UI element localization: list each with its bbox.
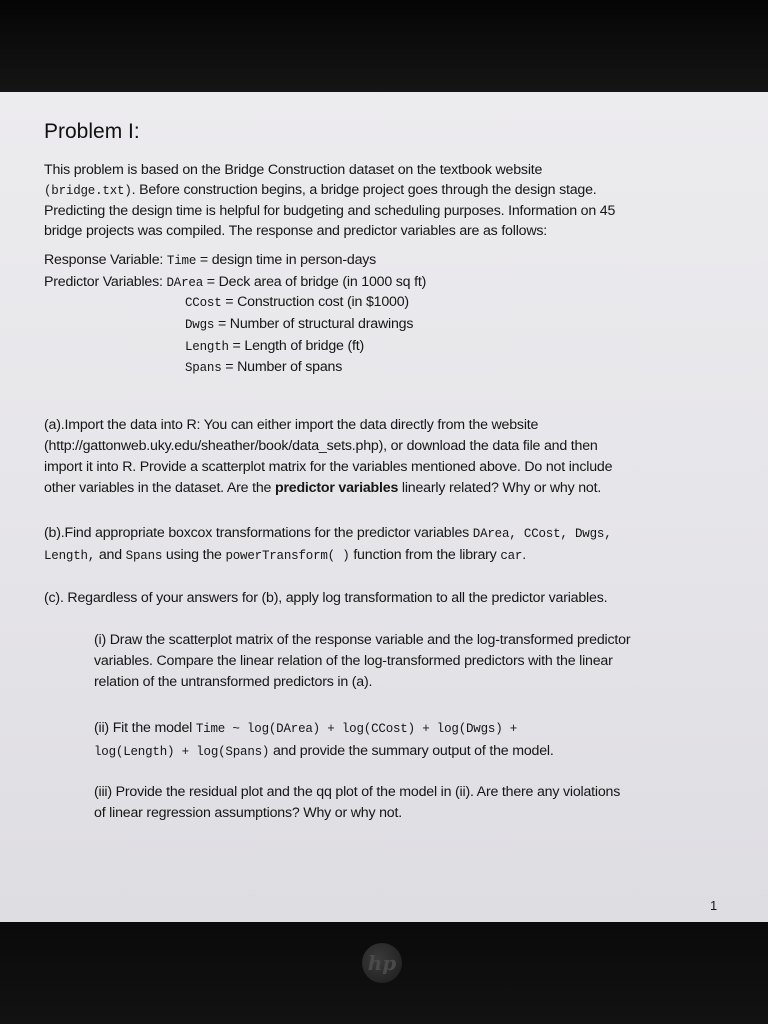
part-c-iii-line-2: of linear regression assumptions? Why or why not. — [94, 805, 402, 821]
intro-dataset-file: (bridge.txt) — [44, 184, 132, 198]
part-b-code: car — [500, 549, 523, 563]
response-variable-code: Time — [166, 254, 197, 268]
predictor-row — [185, 359, 342, 375]
part-b-code: DArea, CCost, Dwgs, — [472, 527, 612, 541]
predictor-desc: = Deck area of bridge (in 1000 sq ft) — [203, 274, 427, 290]
predictor-desc: = Length of bridge (ft) — [228, 338, 365, 354]
monitor-bezel-top — [0, 0, 768, 92]
predictor-variables-label: Predictor Variables: — [44, 274, 163, 290]
hp-logo-text: hp — [367, 951, 397, 975]
response-variable-line — [44, 250, 724, 271]
part-a-text: other variables in the dataset. Are the — [44, 480, 275, 496]
response-variable-label: Response Variable: — [44, 252, 164, 268]
part-c-ii-line-1 — [94, 717, 724, 740]
intro-line-2 — [44, 180, 724, 201]
part-c-iii — [94, 782, 724, 824]
part-b-text: and — [95, 547, 126, 563]
part-c-i-line-2: variables. Compare the linear relation of the log-transformed predictors with the linear — [94, 653, 613, 669]
predictor-desc: = Construction cost (in $1000) — [221, 294, 409, 310]
part-b-text: . — [522, 547, 526, 563]
part-a-line-3: import it into R. Provide a scatterplot matrix for the variables mentioned above. Do not include — [44, 459, 613, 475]
predictor-code: CCost — [185, 296, 222, 310]
predictor-code: Spans — [185, 361, 222, 375]
intro-line-4: bridge projects was compiled. The response and predictor variables are as follows: — [44, 223, 548, 239]
part-c-ii-line-2 — [94, 740, 724, 763]
intro-line-3: Predicting the design time is helpful for budgeting and scheduling purposes. Information on 45 — [44, 203, 616, 219]
part-b-code: Length, — [44, 549, 96, 563]
predictor-desc: = Number of spans — [221, 359, 343, 375]
predictor-row — [185, 294, 409, 310]
part-c-ii — [94, 717, 724, 763]
predictor-row — [185, 338, 364, 354]
part-c-ii-text: (ii) Fit the model — [94, 720, 196, 736]
part-c: (c). Regardless of your answers for (b), apply log transformation to all the predictor variables. — [44, 590, 608, 606]
part-b-line-2 — [44, 545, 724, 567]
intro-line-1: This problem is based on the Bridge Construction dataset on the textbook website — [44, 162, 543, 178]
part-a-line-1: (a).Import the data into R: You can either import the data directly from the website — [44, 417, 539, 433]
part-b-text: using the — [162, 547, 226, 563]
page-number: 1 — [710, 898, 718, 913]
part-c-iii-line-1: (iii) Provide the residual plot and the qq plot of the model in (ii). Are there any violations — [94, 784, 621, 800]
predictor-variables-label-line — [44, 272, 724, 293]
intro-paragraph — [44, 160, 724, 241]
predictor-code: Dwgs — [185, 318, 215, 332]
intro-line-2-text: . Before construction begins, a bridge project goes through the design stage. — [131, 182, 597, 198]
model-formula-code: log(Length) + log(Spans) — [94, 745, 270, 759]
document-page — [0, 92, 768, 922]
part-b-text: function from the library — [349, 547, 501, 563]
predictor-row — [185, 316, 413, 332]
predictor-code: DArea — [166, 276, 204, 290]
hp-logo-icon — [362, 943, 402, 983]
part-c-ii-text: and provide the summary output of the model. — [269, 743, 554, 759]
part-a-line-4 — [44, 478, 724, 499]
part-c-i-line-3: relation of the untransformed predictors in (a). — [94, 674, 373, 690]
part-a — [44, 415, 724, 499]
response-variable-desc: = design time in person-days — [196, 252, 377, 268]
part-a-text: linearly related? Why or why not. — [398, 480, 602, 496]
problem-title: Problem I: — [44, 120, 140, 143]
part-b-line-1 — [44, 523, 724, 545]
part-c-i-line-1: (i) Draw the scatterplot matrix of the response variable and the log-transformed predictor — [94, 632, 631, 648]
predictor-code: Length — [185, 340, 229, 354]
part-b-code: powerTransform( ) — [225, 549, 350, 563]
part-a-url-line: (http://gattonweb.uky.edu/sheather/book/data_sets.php), or download the data file and then — [44, 438, 598, 454]
part-c-i — [94, 630, 724, 693]
model-formula-code: Time ~ log(DArea) + log(CCost) + log(Dwgs) + — [195, 722, 518, 736]
predictor-desc: = Number of structural drawings — [214, 316, 414, 332]
part-b — [44, 523, 724, 567]
part-b-text: (b).Find appropriate boxcox transformations for the predictor variables — [44, 525, 473, 541]
part-a-bold-text: predictor variables — [274, 480, 399, 496]
part-b-code: Spans — [125, 549, 163, 563]
